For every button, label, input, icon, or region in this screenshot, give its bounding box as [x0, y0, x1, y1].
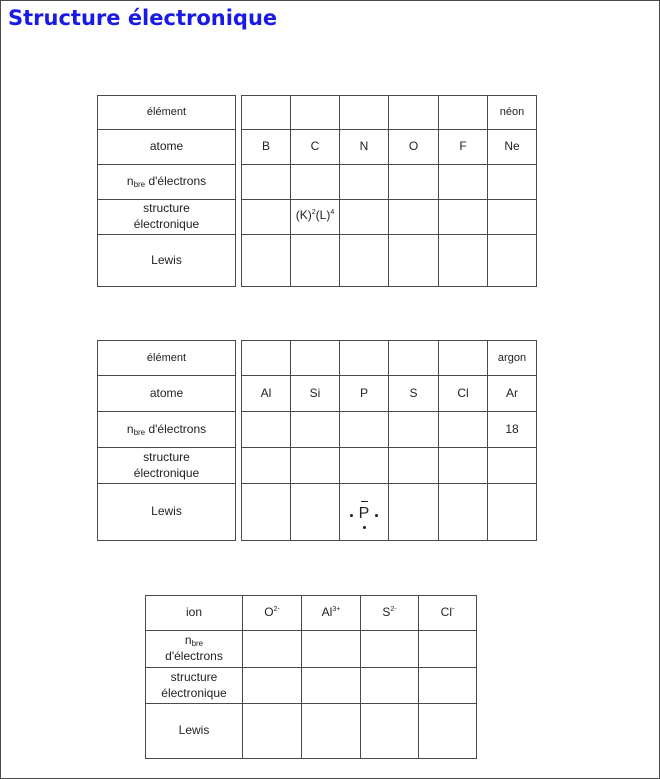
cell-electrons[interactable]: [242, 165, 291, 200]
cell-structure[interactable]: [439, 448, 488, 484]
row-electrons: [146, 631, 477, 668]
cell-electrons[interactable]: [419, 631, 477, 668]
cell-electrons[interactable]: [488, 165, 537, 200]
lone-pair-bar: [361, 501, 368, 502]
row-structure: [146, 668, 477, 704]
ion-base: Al: [321, 605, 333, 620]
cell-electrons[interactable]: [291, 412, 340, 448]
page-title: Structure électronique: [8, 6, 278, 30]
label-structure-1: structure: [143, 449, 190, 464]
cell-element[interactable]: [291, 341, 340, 376]
cell-atom: F: [439, 130, 488, 165]
label-structure-1: structure: [170, 669, 218, 684]
cell-electrons[interactable]: [340, 412, 389, 448]
cell-lewis-phosphorus: [340, 484, 389, 541]
lewis-diagram-p: [344, 488, 384, 532]
cell-electrons[interactable]: [242, 412, 291, 448]
cell-element[interactable]: [242, 96, 291, 130]
row-element: [98, 341, 537, 376]
label-structure: [98, 448, 236, 484]
label-lewis: Lewis: [146, 704, 243, 759]
cell-lewis[interactable]: [361, 704, 419, 759]
cell-structure[interactable]: [361, 668, 419, 704]
cell-atom: Si: [291, 376, 340, 412]
cell-electrons[interactable]: [439, 412, 488, 448]
row-lewis: [146, 704, 477, 759]
cell-structure-carbon: [291, 200, 340, 235]
cell-atom: P: [340, 376, 389, 412]
cell-structure[interactable]: [291, 448, 340, 484]
cell-element[interactable]: [291, 96, 340, 130]
cell-lewis[interactable]: [439, 235, 488, 287]
electron-dot-left: [350, 514, 353, 517]
cell-lewis[interactable]: [419, 704, 477, 759]
cell-atom: Ar: [488, 376, 537, 412]
cell-lewis[interactable]: [302, 704, 361, 759]
label-structure-2: électronique: [161, 685, 227, 700]
cell-atom: S: [389, 376, 439, 412]
shell-l-exp: 4: [330, 209, 335, 216]
cell-electrons[interactable]: [340, 165, 389, 200]
cell-structure[interactable]: [340, 200, 389, 235]
cell-element[interactable]: [340, 96, 389, 130]
label-electrons: [98, 412, 236, 448]
cell-atom: N: [340, 130, 389, 165]
cell-lewis[interactable]: [242, 484, 291, 541]
cell-structure[interactable]: [389, 200, 439, 235]
cell-element[interactable]: [389, 341, 439, 376]
cell-structure[interactable]: [243, 668, 302, 704]
label-electrons: [146, 631, 243, 668]
ion-charge: 3+: [332, 606, 341, 614]
cell-ion: [419, 596, 477, 631]
cell-lewis[interactable]: [389, 484, 439, 541]
label-element: élément: [98, 96, 236, 130]
label-structure-2: électronique: [133, 465, 200, 480]
row-lewis: [98, 235, 537, 287]
label-element: élément: [98, 341, 236, 376]
label-n: n: [126, 421, 134, 436]
cell-atom: Al: [242, 376, 291, 412]
cell-electrons[interactable]: [389, 165, 439, 200]
row-atome: [98, 376, 537, 412]
label-n: n: [184, 633, 192, 648]
row-element: [98, 96, 537, 130]
row-atome: [98, 130, 537, 165]
cell-ion: [361, 596, 419, 631]
cell-atom: Ne: [488, 130, 537, 165]
cell-electrons[interactable]: [302, 631, 361, 668]
cell-lewis[interactable]: [439, 484, 488, 541]
ion-charge: -: [452, 606, 455, 614]
cell-lewis[interactable]: [243, 704, 302, 759]
cell-electrons[interactable]: [361, 631, 419, 668]
cell-electrons[interactable]: [243, 631, 302, 668]
row-structure: [98, 200, 537, 235]
label-structure: [146, 668, 243, 704]
label-bre: bre: [191, 639, 204, 649]
label-structure: [98, 200, 236, 235]
ion-base: O: [264, 605, 274, 620]
cell-ion: [243, 596, 302, 631]
cell-structure[interactable]: [302, 668, 361, 704]
table-period-2: [97, 95, 537, 287]
row-structure: [98, 448, 537, 484]
label-electrons-text: d'électrons: [145, 421, 207, 436]
cell-element-neon[interactable]: néon: [488, 96, 537, 130]
cell-structure[interactable]: [419, 668, 477, 704]
cell-electrons[interactable]: [389, 412, 439, 448]
cell-atom: B: [242, 130, 291, 165]
row-lewis: [98, 484, 537, 541]
ion-charge: 2-: [273, 606, 280, 614]
cell-element-argon[interactable]: argon: [488, 341, 537, 376]
label-electrons: [98, 165, 236, 200]
cell-atom: C: [291, 130, 340, 165]
cell-atom: Cl: [439, 376, 488, 412]
cell-structure[interactable]: [242, 200, 291, 235]
label-structure-1: structure: [143, 201, 190, 216]
shell-k-exp: 2: [311, 209, 316, 216]
ion-charge: 2-: [390, 606, 397, 614]
electron-dot-right: [375, 514, 378, 517]
cell-lewis[interactable]: [291, 484, 340, 541]
label-electrons-text: d'électrons: [145, 174, 207, 189]
electron-dot-bottom: [363, 526, 366, 529]
cell-electrons[interactable]: [291, 165, 340, 200]
label-lewis: Lewis: [98, 235, 236, 287]
label-lewis: Lewis: [98, 484, 236, 541]
shell-l: (L): [315, 208, 331, 222]
cell-lewis[interactable]: [340, 235, 389, 287]
cell-lewis[interactable]: [488, 235, 537, 287]
label-bre: bre: [133, 427, 146, 437]
cell-element[interactable]: [340, 341, 389, 376]
lewis-symbol: P: [358, 504, 370, 522]
label-atome: atome: [98, 130, 236, 165]
label-n: n: [126, 174, 134, 189]
cell-atom: O: [389, 130, 439, 165]
label-atome: atome: [98, 376, 236, 412]
label-ion: ion: [146, 596, 243, 631]
cell-structure[interactable]: [389, 448, 439, 484]
cell-lewis[interactable]: [389, 235, 439, 287]
cell-structure[interactable]: [488, 200, 537, 235]
table-period-3: [97, 340, 537, 541]
cell-ion: [302, 596, 361, 631]
label-structure-2: électronique: [133, 217, 200, 231]
cell-element[interactable]: [389, 96, 439, 130]
cell-lewis[interactable]: [488, 484, 537, 541]
ion-base: S: [382, 605, 391, 620]
cell-lewis[interactable]: [242, 235, 291, 287]
shell-k: (K): [295, 208, 312, 222]
cell-structure[interactable]: [242, 448, 291, 484]
cell-element[interactable]: [439, 96, 488, 130]
row-electrons: [98, 165, 537, 200]
cell-element[interactable]: [242, 341, 291, 376]
cell-electrons-argon: 18: [488, 412, 537, 448]
ion-base: Cl: [440, 605, 452, 620]
label-electrons-text: d'électrons: [165, 649, 223, 663]
row-electrons: [98, 412, 537, 448]
cell-electrons[interactable]: [439, 165, 488, 200]
label-bre: bre: [133, 180, 146, 190]
cell-structure[interactable]: [488, 448, 537, 484]
cell-structure[interactable]: [340, 448, 389, 484]
table-ions: [145, 595, 477, 759]
row-ion: [146, 596, 477, 631]
cell-lewis[interactable]: [291, 235, 340, 287]
cell-structure[interactable]: [439, 200, 488, 235]
cell-element[interactable]: [439, 341, 488, 376]
